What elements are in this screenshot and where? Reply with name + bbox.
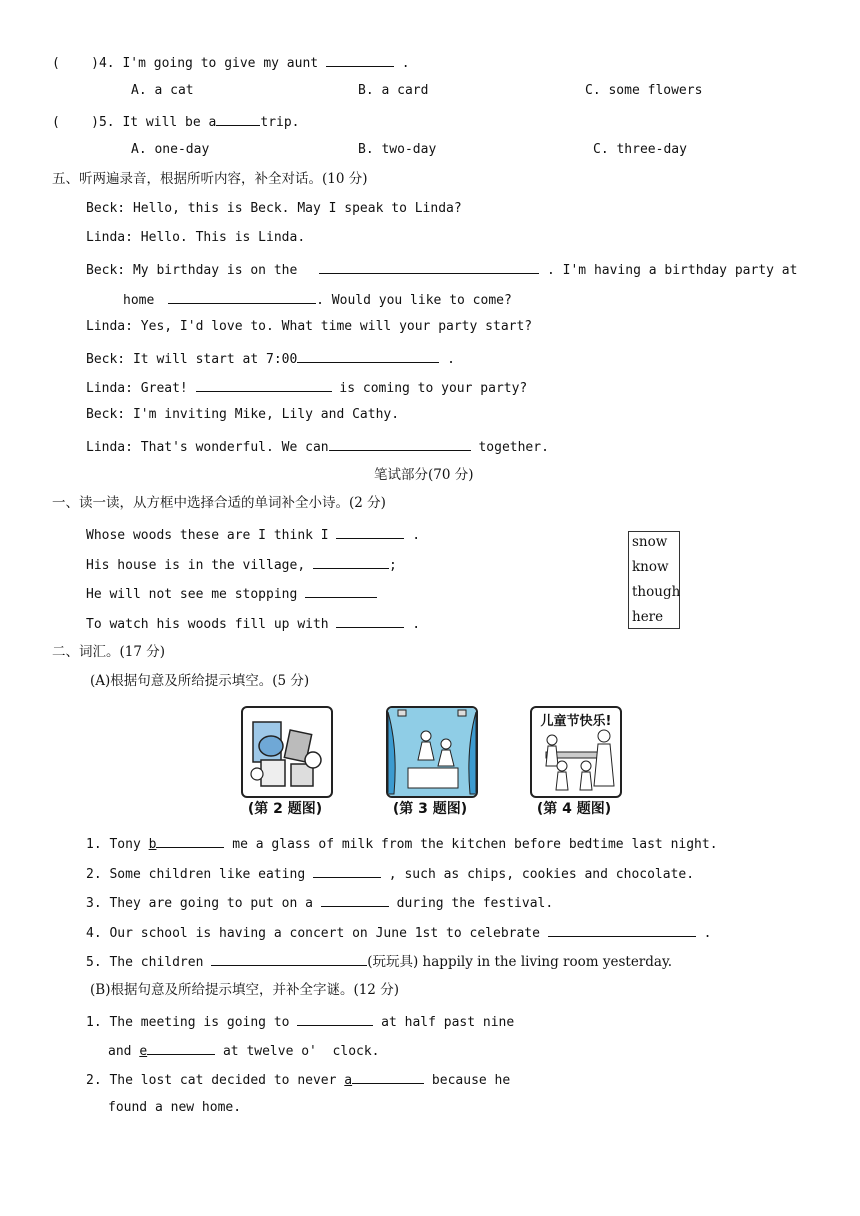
dialogue-text: . Would you like to come? (316, 293, 512, 308)
option-c[interactable]: C. some flowers (585, 83, 703, 98)
dialogue-text: is coming to your party? (331, 381, 528, 396)
poem-text: . (404, 617, 421, 632)
letter-hint: a (344, 1073, 353, 1088)
item-text: . (695, 926, 712, 941)
vocab-item (86, 922, 711, 943)
item-text: 2. Some children like eating (86, 867, 306, 882)
part-a-heading: (A)根据句意及所给提示填空。(5 分) (90, 673, 310, 689)
option-b[interactable]: B. a card (358, 83, 429, 98)
picture-stage-play (386, 706, 478, 798)
dialogue-text: together. (470, 440, 549, 455)
answer-blank[interactable] (297, 348, 439, 363)
vocab-item (86, 863, 694, 884)
item-text: 1. Tony (86, 837, 149, 852)
answer-blank[interactable] (313, 863, 381, 878)
letter-hint: b (148, 837, 157, 852)
answer-blank[interactable] (156, 833, 224, 848)
dialogue-text: Beck: It will start at 7:00 (86, 352, 298, 367)
answer-blank[interactable] (313, 554, 389, 569)
snacks-illustration (243, 708, 331, 796)
answer-blank[interactable] (352, 1069, 424, 1084)
dialogue-text: . (439, 352, 455, 367)
poem-line (86, 613, 420, 634)
answer-blank[interactable] (147, 1040, 215, 1055)
section-5-heading: 五、听两遍录音，根据所听内容，补全对话。(10 分) (52, 171, 368, 187)
dialogue-line (86, 377, 527, 398)
word-box (628, 531, 680, 629)
answer-blank[interactable] (168, 289, 316, 304)
dialogue-line: Beck: Hello, this is Beck. May I speak to Linda? (86, 201, 462, 216)
answer-blank[interactable] (321, 892, 389, 907)
item-text: because he (424, 1073, 511, 1088)
item-text: 5. The children (86, 955, 204, 970)
picture-snacks (241, 706, 333, 798)
answer-blank[interactable] (548, 922, 696, 937)
item-text: (玩玩具) happily in the living room yesterday. (367, 954, 673, 970)
poem-text: To watch his woods fill up with (86, 617, 329, 632)
item-text: 3. They are going to put on a (86, 896, 313, 911)
item-text: 2. The lost cat decided to never (86, 1073, 345, 1088)
poem-line (86, 554, 397, 575)
stage-illustration (388, 708, 476, 796)
dialogue-line: Linda: Yes, I'd love to. What time will your party start? (86, 319, 533, 334)
vocab-item (86, 833, 718, 854)
dialogue-text: home (123, 293, 155, 308)
word-option: snow (632, 534, 668, 550)
picture-caption: (第 2 题图) (247, 801, 323, 817)
dialogue-line: Linda: Hello. This is Linda. (86, 230, 306, 245)
children-illustration (532, 726, 620, 796)
word-option: here (632, 609, 664, 625)
poem-text: . (404, 528, 421, 543)
crossword-item (86, 1011, 514, 1032)
answer-blank[interactable] (196, 377, 332, 392)
answer-blank[interactable] (297, 1011, 373, 1026)
dialogue-text: Linda: Great! (86, 381, 188, 396)
crossword-item (86, 1069, 510, 1090)
question-5 (52, 111, 300, 132)
dialogue-line (86, 348, 455, 369)
picture-caption: (第 4 题图) (536, 801, 612, 817)
answer-blank[interactable] (319, 259, 539, 274)
letter-hint: e (139, 1044, 148, 1059)
item-text: at half past nine (373, 1015, 515, 1030)
poem-line (86, 524, 420, 545)
item-text: me a glass of milk from the kitchen before bedtime last night. (224, 837, 718, 852)
answer-blank[interactable] (211, 951, 367, 966)
dialogue-line (86, 436, 549, 457)
poem-text: His house is in the village, (86, 558, 306, 573)
section-1-heading: 一、读一读，从方框中选择合适的单词补全小诗。(2 分) (52, 495, 386, 511)
poem-line (86, 583, 377, 604)
question-text: 5. It will be a (98, 115, 217, 130)
vocab-item (86, 951, 672, 972)
answer-paren[interactable]: ( ) (52, 56, 99, 71)
poem-text: Whose woods these are I think I (86, 528, 329, 543)
item-text: 4. Our school is having a concert on June 1st to celebrate (86, 926, 540, 941)
item-text: , such as chips, cookies and chocolate. (380, 867, 695, 882)
crossword-item: found a new home. (108, 1100, 242, 1115)
picture-childrens-day (530, 706, 622, 798)
answer-blank[interactable] (329, 436, 471, 451)
poem-text: ; (388, 558, 397, 573)
option-a[interactable]: A. one-day (131, 142, 210, 157)
question-text: 4. I'm going to give my aunt (98, 56, 319, 71)
picture-caption: (第 3 题图) (392, 801, 468, 817)
item-text: at twelve o' clock. (215, 1044, 380, 1059)
answer-paren[interactable]: ( ) (52, 115, 99, 130)
dialogue-text: Linda: That's wonderful. We can (86, 440, 329, 455)
option-c[interactable]: C. three-day (593, 142, 687, 157)
option-a[interactable]: A. a cat (131, 83, 194, 98)
dialogue-line (123, 289, 512, 310)
crossword-item (108, 1040, 380, 1061)
dialogue-text: . I'm having a birthday party at (539, 263, 798, 278)
vocab-item (86, 892, 553, 913)
option-b[interactable]: B. two-day (358, 142, 437, 157)
childrens-day-banner: 儿童节快乐! (540, 714, 612, 729)
answer-blank[interactable] (336, 613, 404, 628)
word-option: know (632, 559, 669, 575)
section-2-heading: 二、词汇。(17 分) (52, 644, 166, 660)
dialogue-line: Beck: I'm inviting Mike, Lily and Cathy. (86, 407, 400, 422)
written-part-title: 笔试部分(70 分) (374, 467, 474, 483)
answer-blank[interactable] (326, 52, 394, 67)
answer-blank[interactable] (305, 583, 377, 598)
dialogue-line (86, 259, 797, 280)
item-text: during the festival. (388, 896, 554, 911)
item-text: 1. The meeting is going to (86, 1015, 290, 1030)
answer-blank[interactable] (216, 111, 260, 126)
part-b-heading: (B)根据句意及所给提示填空，并补全字谜。(12 分) (90, 982, 399, 998)
answer-blank[interactable] (336, 524, 404, 539)
question-4 (52, 52, 410, 73)
question-end: . (393, 56, 410, 71)
item-text: and (108, 1044, 140, 1059)
word-option: though (632, 584, 681, 600)
question-end: trip. (260, 115, 300, 130)
dialogue-text: Beck: My birthday is on the (86, 263, 298, 278)
poem-text: He will not see me stopping (86, 587, 298, 602)
